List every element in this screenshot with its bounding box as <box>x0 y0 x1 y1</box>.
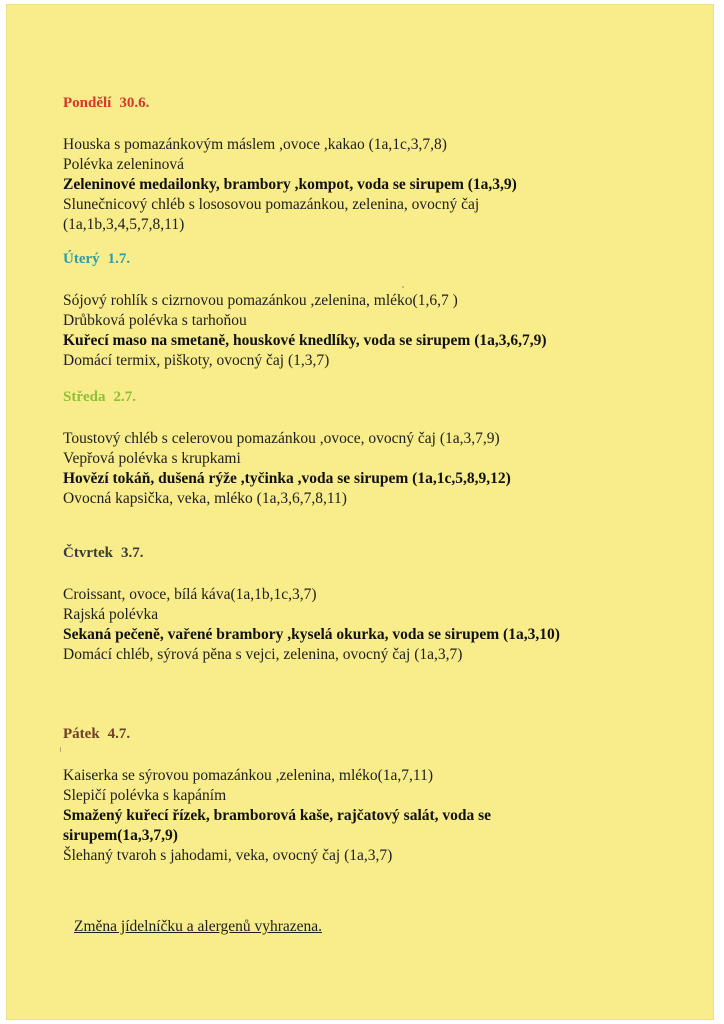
day-name: Úterý <box>63 251 100 267</box>
menu-line: Houska s pomazánkovým máslem ,ovoce ,kakao (1a,1c,3,7,8) <box>63 136 447 153</box>
menu-line: Slunečnicový chléb s lososovou pomazánkou, zelenina, ovocný čaj <box>63 196 480 213</box>
menu-line-main-dish: Kuřecí maso na smetaně, houskové knedlíky, voda se sirupem (1a,3,6,7,9) <box>63 332 547 349</box>
menu-line-main-dish: Zeleninové medailonky, brambory ,kompot, voda se sirupem (1a,3,9) <box>63 176 517 193</box>
day-date: 3.7. <box>120 545 144 561</box>
menu-sheet <box>6 4 714 1020</box>
paper-speck <box>60 747 61 752</box>
day-tuesday <box>63 251 694 371</box>
menu-line-main-dish: Sekaná pečeně, vařené brambory ,kyselá okurka, voda se sirupem (1a,3,10) <box>63 626 560 643</box>
menu-line-main-dish: Smažený kuřecí řízek, bramborová kaše, rajčatový salát, voda se <box>63 807 492 824</box>
day-title <box>63 726 694 743</box>
day-title <box>63 251 694 268</box>
day-name: Středa <box>63 389 106 405</box>
day-friday <box>63 726 694 866</box>
menu-line: Croissant, ovoce, bílá káva(1a,1b,1c,3,7) <box>63 586 317 603</box>
day-title <box>63 95 694 112</box>
day-name: Pátek <box>63 726 100 742</box>
menu-disclaimer: Změna jídelníčku a alergenů vyhrazena. <box>74 918 323 935</box>
day-monday <box>63 95 694 235</box>
day-name: Pondělí <box>63 95 112 111</box>
menu-line: Toustový chléb s celerovou pomazánkou ,ovoce, ovocný čaj (1a,3,7,9) <box>63 430 500 447</box>
day-date: 4.7. <box>107 726 131 742</box>
menu-line: Rajská polévka <box>63 606 159 623</box>
day-date: 1.7. <box>107 251 131 267</box>
menu-line-main-dish: sirupem(1a,3,7,9) <box>63 827 178 844</box>
menu-line: Domácí chléb, sýrová pěna s vejci, zelenina, ovocný čaj (1a,3,7) <box>63 646 463 663</box>
day-title <box>63 545 694 562</box>
day-date: 2.7. <box>113 389 136 405</box>
menu-line: Šlehaný tvaroh s jahodami, veka, ovocný čaj (1a,3,7) <box>63 847 393 864</box>
menu-line: Ovocná kapsička, veka, mléko (1a,3,6,7,8,11) <box>63 490 347 507</box>
paper-speck <box>402 286 404 288</box>
menu-line: Vepřová polévka s krupkami <box>63 450 241 467</box>
menu-line: Slepičí polévka s kapáním <box>63 787 227 804</box>
menu-line: Sójový rohlík s cizrnovou pomazánkou ,zelenina, mléko(1,6,7 ) <box>63 292 458 309</box>
day-date: 30.6. <box>119 95 150 111</box>
day-thursday <box>63 545 694 665</box>
day-wednesday <box>63 389 694 509</box>
menu-line: (1a,1b,3,4,5,7,8,11) <box>63 216 185 233</box>
menu-line: Drůbková polévka s tarhoňou <box>63 312 247 329</box>
menu-line: Domácí termix, piškoty, ovocný čaj (1,3,7) <box>63 352 330 369</box>
menu-line: Polévka zeleninová <box>63 156 184 173</box>
menu-line-main-dish: Hovězí tokáň, dušená rýže ,tyčinka ,voda se sirupem (1a,1c,5,8,9,12) <box>63 470 511 487</box>
day-name: Čtvrtek <box>63 545 113 561</box>
menu-line: Kaiserka se sýrovou pomazánkou ,zelenina, mléko(1a,7,11) <box>63 767 434 784</box>
day-title <box>63 389 694 406</box>
